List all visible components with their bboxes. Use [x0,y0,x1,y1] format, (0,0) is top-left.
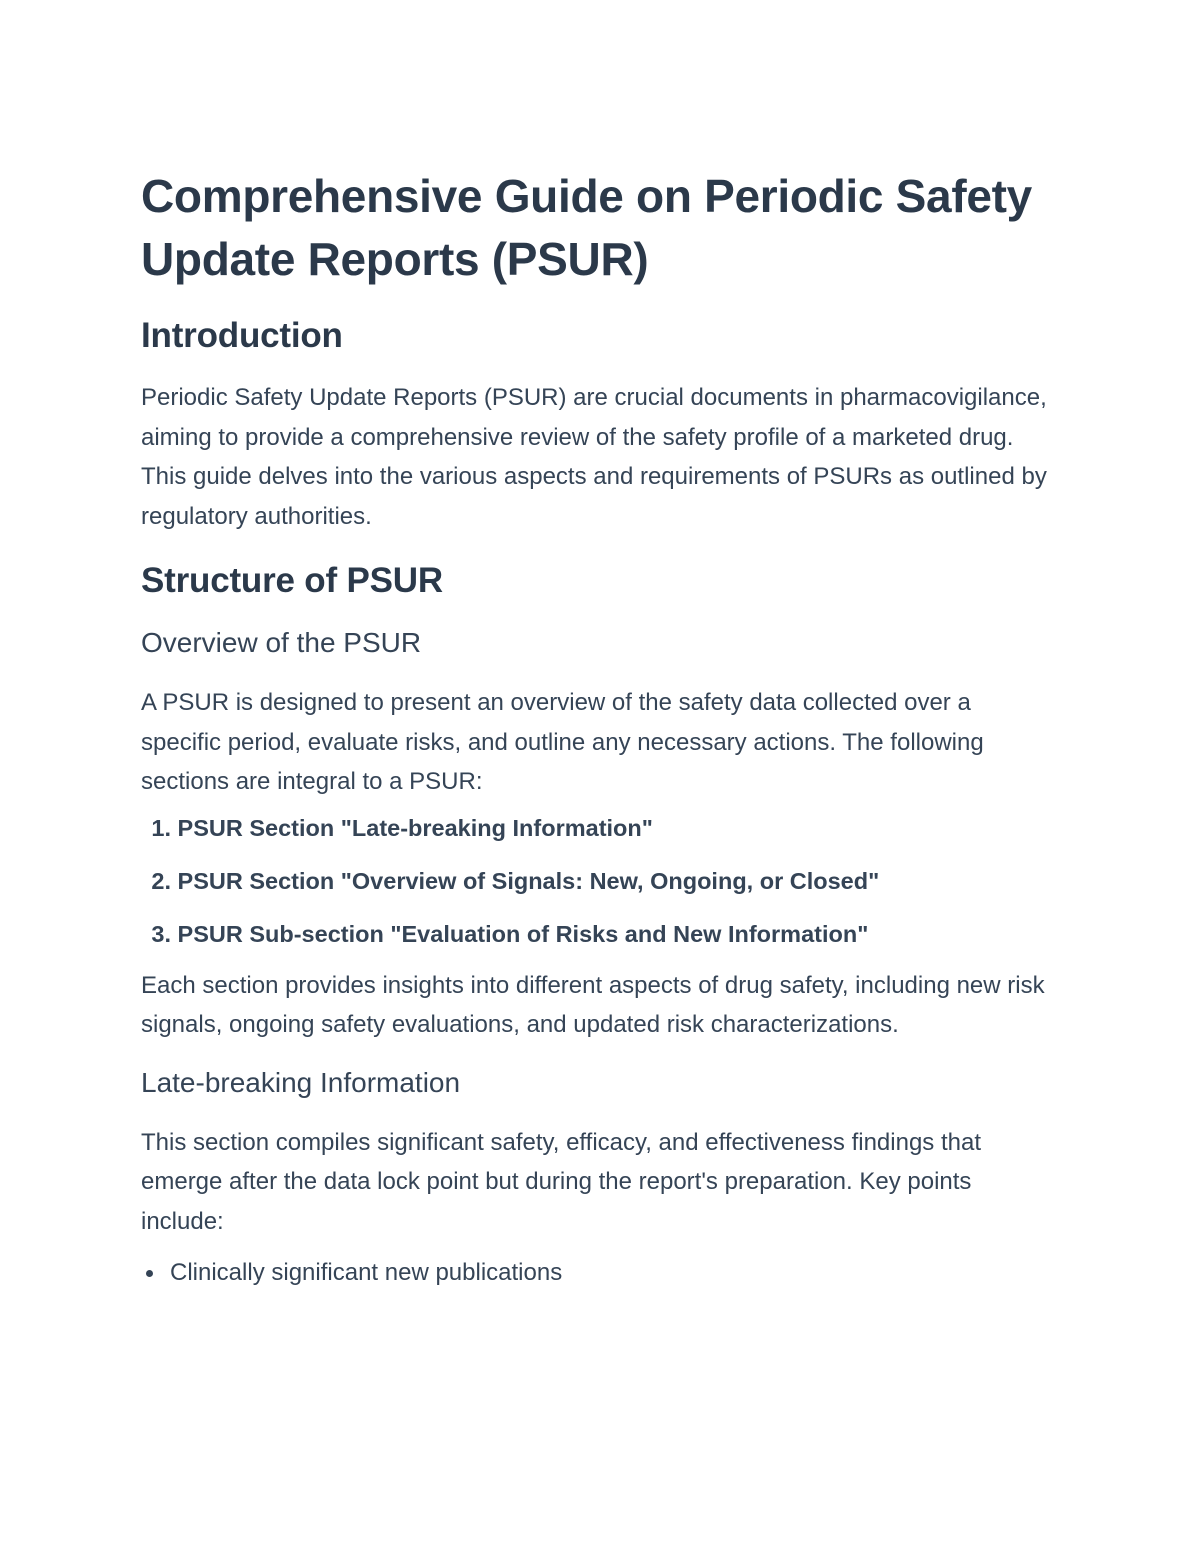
section-heading-structure: Structure of PSUR [141,561,443,600]
bullet-icon [146,1270,153,1277]
subheading-late-breaking: Late-breaking Information [141,1066,461,1098]
list-item-number: 2. [151,867,171,894]
overview-paragraph: A PSUR is designed to present an overview of the safety data collected over a specific period, evaluate risks, and outline any necessary actions. The following sections are integral to a PSUR: [141,689,984,795]
list-item [141,1257,1056,1289]
list-item [141,812,1056,844]
psur-sections-list [141,812,1056,950]
key-points-list [141,1257,1056,1289]
list-item-number: 3. [151,920,171,947]
list-item-text: PSUR Section "Late-breaking Information" [177,814,653,841]
late-breaking-paragraph: This section compiles significant safety, efficacy, and effectiveness findings that emerge after the data lock point but during the report's preparation. Key points include: [141,1128,981,1235]
section-heading-introduction: Introduction [141,316,343,355]
list-item [141,918,1056,950]
document-title: Comprehensive Guide on Periodic Safety Update Reports (PSUR) [141,170,1032,285]
list-item-text: Clinically significant new publications [170,1259,563,1286]
introduction-paragraph: Periodic Safety Update Reports (PSUR) are crucial documents in pharmacovigilance, aiming to provide a comprehensive review of the safety profile of a marketed drug. This guide delves into the various aspects and requirements of PSURs as outlined by regulatory authorities. [141,384,1047,530]
subheading-overview: Overview of the PSUR [141,627,422,658]
list-item-text: PSUR Sub-section "Evaluation of Risks and New Information" [177,920,869,947]
list-item-text: PSUR Section "Overview of Signals: New, Ongoing, or Closed" [177,867,880,894]
list-item-number: 1. [151,814,171,841]
document-page [141,165,1056,1289]
overview-closing-paragraph: Each section provides insights into different aspects of drug safety, including new risk signals, ongoing safety evaluations, and updated risk characterizations. [141,971,1045,1038]
list-item [141,865,1056,897]
